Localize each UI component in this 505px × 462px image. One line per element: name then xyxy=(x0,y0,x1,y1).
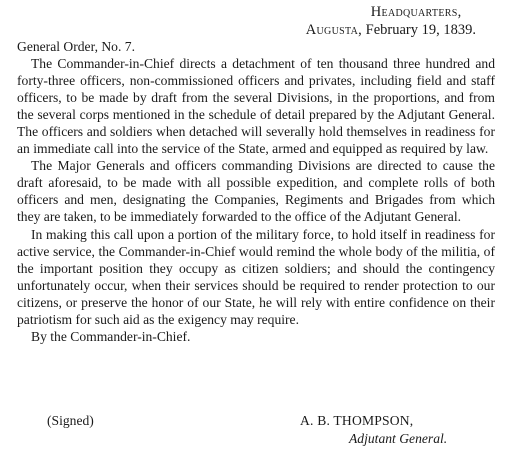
signatory-title: Adjutant General. xyxy=(349,431,448,446)
order-title: General Order, No. 7. xyxy=(17,39,135,54)
order-paragraph-1: The Commander-in-Chief directs a detachment of ten thousand three hundred and forty-three officers, non-commissioned officers and privates, including field and staff officers, to be made by draft from the several Divisions, in the proportions, and from the several corps mentioned in the schedule of detail prepared by the Adjutant General. The officers and soldiers when detached will severally hold themselves in readiness for an immediate call into the service of the State, armed and equipped as required by law. xyxy=(17,56,495,157)
order-by-line: By the Commander-in-Chief. xyxy=(31,328,191,344)
signature-block xyxy=(17,412,495,452)
header-place: Augusta, xyxy=(305,22,363,38)
header-headquarters: Headquarters, xyxy=(370,4,462,20)
document-header xyxy=(306,3,476,39)
order-paragraph-3: In making this call upon a portion of the military force, to hold itself in readiness for active service, the Commander-in-Chief would remind the whole body of the militia, of the important position they occupy as citizen soldiers; and should the contingency unfortunately occur, when their services should be required to render protection to our citizens, or preserve the honor of our State, he will rely with entire confidence on their patriotism for such aid as the exigency may require. xyxy=(17,226,495,327)
signatory-name: A. B. THOMPSON, xyxy=(300,413,414,428)
header-date: February 19, 1839. xyxy=(365,22,476,38)
order-paragraph-2: The Major Generals and officers commanding Divisions are directed to cause the draft aforesaid, to be made with all possible expedition, and complete rolls of both officers and men, designating the Companies, Regiments and Brigades from which they are taken, to be immediately forwarded to the office of the Adjutant General. xyxy=(17,158,495,225)
signed-label: (Signed) xyxy=(47,413,94,428)
header-place-date xyxy=(306,21,476,39)
order-body xyxy=(17,38,495,345)
